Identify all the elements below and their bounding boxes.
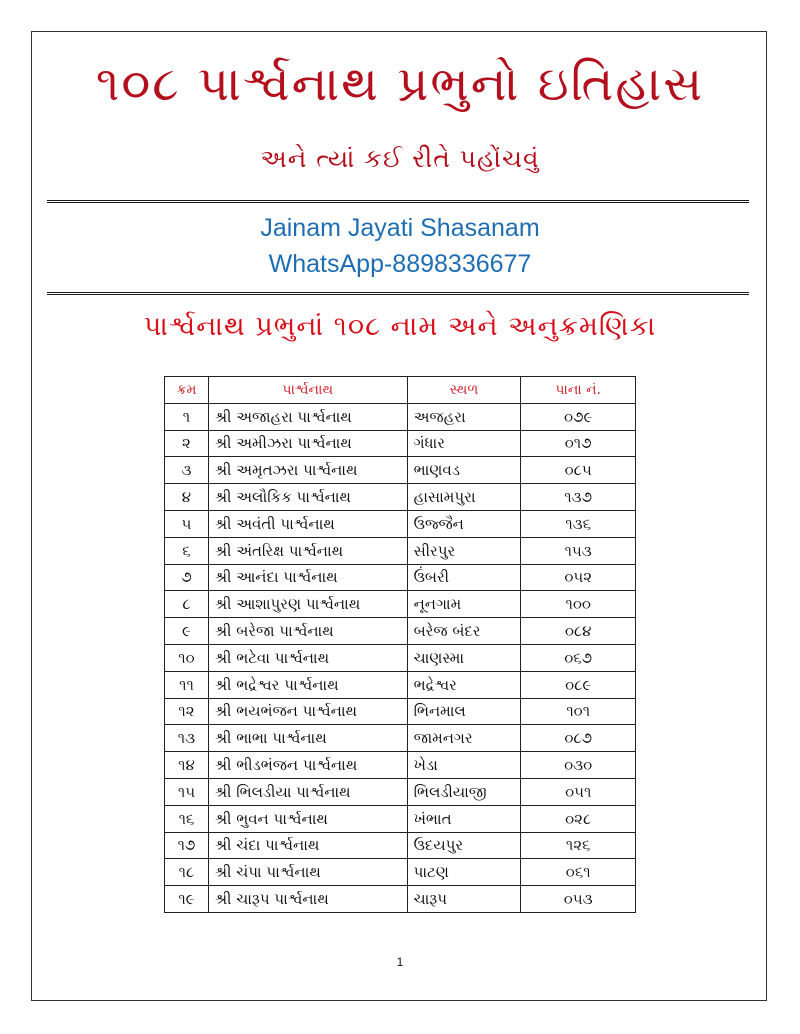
row-page-number: ૧૩૭ — [521, 484, 636, 511]
row-serial: ૧૨ — [165, 698, 209, 725]
row-place: ભાણવડ — [407, 457, 521, 484]
table-body — [165, 403, 636, 912]
row-place: ખેડા — [407, 752, 521, 779]
row-serial: ૧૯ — [165, 886, 209, 913]
row-place: ઉજ્જૈન — [407, 510, 521, 537]
table-row — [165, 832, 636, 859]
row-page-number: ૦૬૭ — [521, 644, 636, 671]
table-row — [165, 859, 636, 886]
separator-bottom — [47, 292, 749, 295]
row-serial: ૧ — [165, 403, 209, 430]
row-place: નૂનગામ — [407, 591, 521, 618]
row-parshvanath-name: શ્રી અજાહરા પાર્શ્વનાથ — [208, 403, 407, 430]
row-page-number: ૦૬૧ — [521, 859, 636, 886]
row-page-number: ૦૩૦ — [521, 752, 636, 779]
row-place: અજહરા — [407, 403, 521, 430]
row-place: પાટણ — [407, 859, 521, 886]
table-row — [165, 484, 636, 511]
page-number: 1 — [396, 955, 404, 969]
row-place: સીરપુર — [407, 537, 521, 564]
row-page-number: ૧૩૬ — [521, 510, 636, 537]
row-serial: ૧૬ — [165, 805, 209, 832]
row-serial: ૯ — [165, 618, 209, 645]
row-page-number: ૦૧૭ — [521, 430, 636, 457]
index-title: પાર્શ્વનાથ પ્રભુનાં ૧૦૮ નામ અને અનુક્રમણિકા — [143, 311, 657, 342]
row-parshvanath-name: શ્રી ભુવન પાર્શ્વનાથ — [208, 805, 407, 832]
row-serial: ૭ — [165, 564, 209, 591]
row-place: જામનગર — [407, 725, 521, 752]
table-row — [165, 778, 636, 805]
row-place: ગંધાર — [407, 430, 521, 457]
row-parshvanath-name: શ્રી ભાભા પાર્શ્વનાથ — [208, 725, 407, 752]
row-serial: ૨ — [165, 430, 209, 457]
row-parshvanath-name: શ્રી બરેજા પાર્શ્વનાથ — [208, 618, 407, 645]
row-parshvanath-name: શ્રી ભયભંજન પાર્શ્વનાથ — [208, 698, 407, 725]
row-serial: ૫ — [165, 510, 209, 537]
row-serial: ૧૭ — [165, 832, 209, 859]
table-row — [165, 671, 636, 698]
row-page-number: ૦૮૫ — [521, 457, 636, 484]
row-serial: ૧૮ — [165, 859, 209, 886]
row-place: ઉંબરી — [407, 564, 521, 591]
row-page-number: ૧૫૩ — [521, 537, 636, 564]
row-parshvanath-name: શ્રી અમૃતઝરા પાર્શ્વનાથ — [208, 457, 407, 484]
row-page-number: ૦૨૮ — [521, 805, 636, 832]
header-serial: ક્રમ — [165, 377, 209, 404]
row-parshvanath-name: શ્રી અમીઝરા પાર્શ્વનાથ — [208, 430, 407, 457]
row-page-number: ૧૦૦ — [521, 591, 636, 618]
brand-name: Jainam Jayati Shasanam — [260, 214, 540, 242]
row-page-number: ૦૫૨ — [521, 564, 636, 591]
row-place: હાસામપુરા — [407, 484, 521, 511]
row-parshvanath-name: શ્રી આશાપુરણ પાર્શ્વનાથ — [208, 591, 407, 618]
row-place: ચારૂપ — [407, 886, 521, 913]
row-serial: ૧૩ — [165, 725, 209, 752]
table-row — [165, 457, 636, 484]
row-page-number: ૦૫૩ — [521, 886, 636, 913]
row-parshvanath-name: શ્રી ભીડભંજન પાર્શ્વનાથ — [208, 752, 407, 779]
row-place: ભિનમાલ — [407, 698, 521, 725]
row-parshvanath-name: શ્રી અંતરિક્ષ પાર્શ્વનાથ — [208, 537, 407, 564]
row-place: ખંભાત — [407, 805, 521, 832]
row-page-number: ૦૫૧ — [521, 778, 636, 805]
row-serial: ૮ — [165, 591, 209, 618]
row-page-number: ૦૮૯ — [521, 671, 636, 698]
row-serial: ૧૪ — [165, 752, 209, 779]
table-row — [165, 805, 636, 832]
table-row — [165, 698, 636, 725]
row-parshvanath-name: શ્રી અલૌકિક પાર્શ્વનાથ — [208, 484, 407, 511]
row-page-number: ૧૦૧ — [521, 698, 636, 725]
table-row — [165, 591, 636, 618]
row-parshvanath-name: શ્રી આનંદા પાર્શ્વનાથ — [208, 564, 407, 591]
row-page-number: ૦૮૭ — [521, 725, 636, 752]
table-row — [165, 430, 636, 457]
row-parshvanath-name: શ્રી ભદ્રેશ્વર પાર્શ્વનાથ — [208, 671, 407, 698]
table-row — [165, 752, 636, 779]
index-table — [164, 376, 636, 913]
row-place: ચાણસ્મા — [407, 644, 521, 671]
row-serial: ૪ — [165, 484, 209, 511]
row-page-number: ૧૨૬ — [521, 832, 636, 859]
page-subtitle: અને ત્યાં કઈ રીતે પહોંચવું — [260, 144, 540, 173]
table-row — [165, 886, 636, 913]
table-row — [165, 510, 636, 537]
row-parshvanath-name: શ્રી અવંતી પાર્શ્વનાથ — [208, 510, 407, 537]
row-parshvanath-name: શ્રી ચંદા પાર્શ્વનાથ — [208, 832, 407, 859]
row-parshvanath-name: શ્રી ચંપા પાર્શ્વનાથ — [208, 859, 407, 886]
table-row — [165, 644, 636, 671]
table-row — [165, 403, 636, 430]
table-header-row — [165, 377, 636, 404]
row-serial: ૧૫ — [165, 778, 209, 805]
table-row — [165, 537, 636, 564]
row-place: ઉદયપુર — [407, 832, 521, 859]
row-parshvanath-name: શ્રી ભટેવા પાર્શ્વનાથ — [208, 644, 407, 671]
table-row — [165, 564, 636, 591]
table-row — [165, 725, 636, 752]
header-page-no: પાના નં. — [521, 377, 636, 404]
row-serial: ૧૦ — [165, 644, 209, 671]
row-place: બરેજ બંદર — [407, 618, 521, 645]
row-page-number: ૦૭૯ — [521, 403, 636, 430]
header-place: સ્થળ — [407, 377, 521, 404]
row-page-number: ૦૮૪ — [521, 618, 636, 645]
row-serial: ૩ — [165, 457, 209, 484]
row-serial: ૧૧ — [165, 671, 209, 698]
page-title: ૧૦૮ પાર્શ્વનાથ પ્રભુનો ઇતિહાસ — [95, 56, 705, 112]
table-row — [165, 618, 636, 645]
header-parshvanath: પાર્શ્વનાથ — [208, 377, 407, 404]
row-place: ભદ્રેશ્વર — [407, 671, 521, 698]
row-serial: ૬ — [165, 537, 209, 564]
row-parshvanath-name: શ્રી ભિલડીયા પાર્શ્વનાથ — [208, 778, 407, 805]
row-parshvanath-name: શ્રી ચારૂપ પાર્શ્વનાથ — [208, 886, 407, 913]
brand-contact: WhatsApp-8898336677 — [268, 250, 532, 278]
separator-top — [47, 200, 749, 203]
row-place: ભિલડીયાજી — [407, 778, 521, 805]
